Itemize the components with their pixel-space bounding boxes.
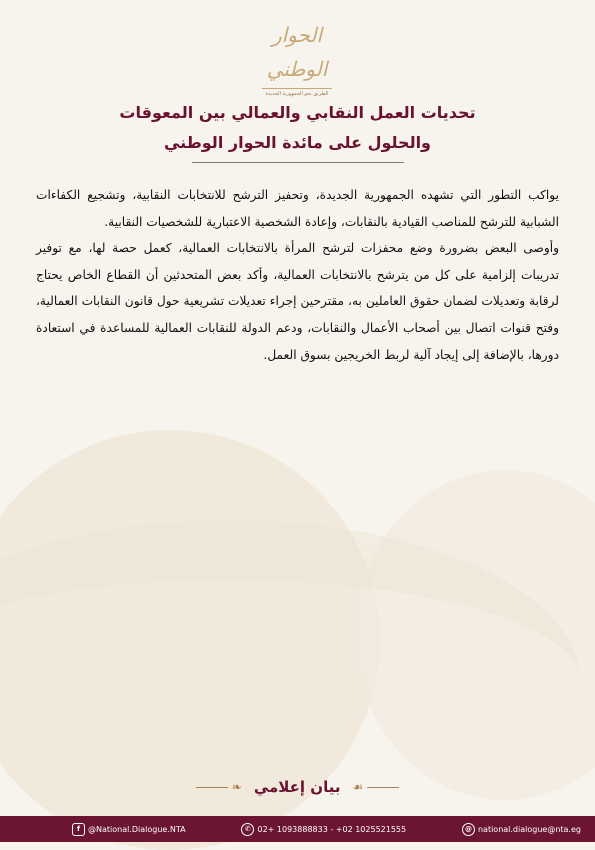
footer-email[interactable]	[462, 823, 581, 836]
paragraph-2: وأوصى البعض بضرورة وضع محفزات لترشح المرأة بالانتخابات العمالية، كعمل حصة لها، مع توفير تدريبات إلزامية على كل من يترشح بالانتخابات العمالية، وأكد بعض المتحدثين أن القطاع الخاص يحتاج لرقابة وتعديلات لضمان حقوق العاملين به، مقترحين إجراء تعديلات تشريعية حول قانون النقابات العمالية، وفتح قنوات اتصال بين أصحاب الأعمال والنقابات، ودعم الدولة للنقابات العمالية للمساعدة في استعادة دورها، بالإضافة إلى إيجاد آلية لربط الخريجين بسوق العمل.	[36, 241, 559, 362]
media-statement-label: بيان إعلامي	[253, 778, 341, 796]
title-line-2: والحلول على مائدة الحوار الوطني	[163, 133, 431, 152]
phone-icon: ✆	[241, 823, 254, 836]
footer-bar	[0, 816, 595, 842]
footer-phones[interactable]	[241, 823, 406, 836]
phone-numbers: 02+ 1093888833 - +02 1025521555	[257, 824, 407, 834]
facebook-handle: @National.Dialogue.NTA	[88, 824, 186, 834]
globe-icon: @	[462, 823, 475, 836]
facebook-icon: f	[72, 823, 85, 836]
title-line-1: تحديات العمل النقابي والعمالي بين المعوقات	[119, 103, 476, 122]
title-divider	[192, 162, 404, 163]
email-address: national.dialogue@nta.eg	[477, 824, 581, 834]
logo-divider	[262, 88, 332, 89]
ornament-line-right	[367, 787, 399, 788]
paragraph-1: يواكب التطور التي تشهده الجمهورية الجديدة، وتحفيز الترشح للانتخابات النقابية، وتشجيع الكفاءات الشبابية للترشح للمناصب القيادية بالنقابات، وإعادة الشخصية الاعتبارية للشخصيات النقابية.	[36, 188, 559, 229]
page-title	[40, 98, 555, 158]
logo-subtitle: الطريق نحو الجمهورية الجديدة	[265, 91, 329, 97]
logo-title: الحوار الوطني	[266, 23, 328, 81]
footer-facebook[interactable]	[72, 823, 186, 836]
body-text	[36, 182, 559, 368]
ornament-icon: ❧	[231, 780, 242, 794]
ornament-icon: ☙	[352, 780, 364, 794]
national-dialogue-logo	[247, 18, 347, 97]
media-statement-heading	[0, 775, 595, 799]
ornament-line-left	[196, 787, 228, 788]
